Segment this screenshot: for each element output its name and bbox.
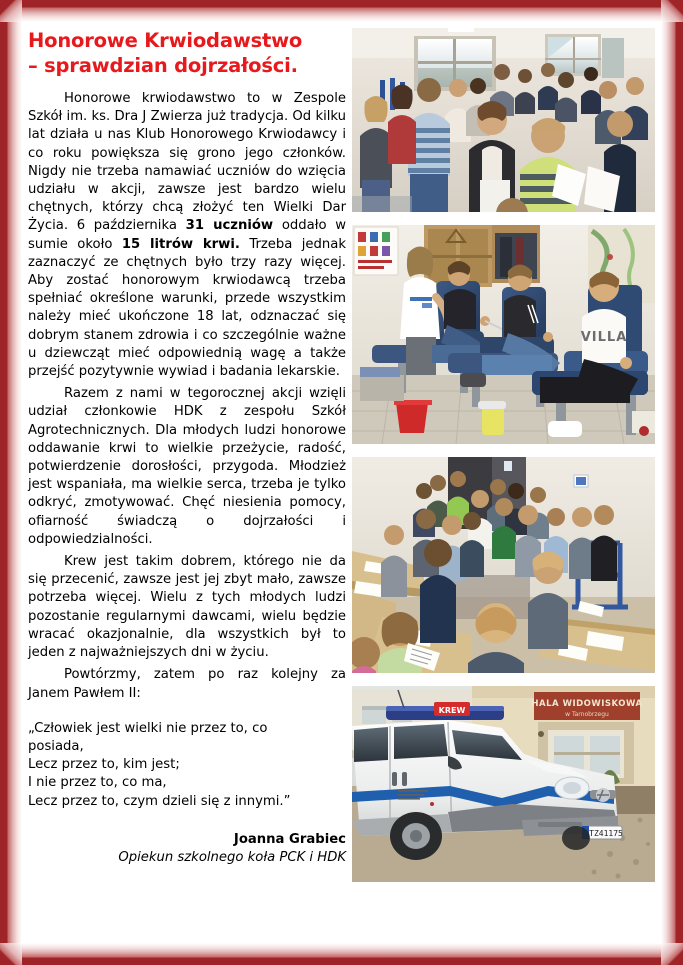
photo-4-blood-donation-van: [352, 686, 655, 882]
frame-border-right: [661, 0, 683, 965]
page-title-line-1: Honorowe Krwiodawstwo: [28, 29, 303, 52]
paragraph-4: Powtórzmy, zatem po raz kolejny za Janem Pawłem II:: [28, 667, 346, 701]
quote-line-5: Lecz przez to, czym dzieli się z innymi.”: [28, 793, 291, 809]
frame-border-bottom: [0, 943, 683, 965]
svg-text:w Tarnobrzegu: w Tarnobrzegu: [565, 711, 609, 718]
frame-corner-bottom-right: [661, 943, 683, 965]
photo-3-illustration: [352, 457, 655, 673]
frame-corner-top-left: [0, 0, 22, 22]
quote-line-2: posiada,: [28, 738, 84, 754]
page-title-line-2: – sprawdzian dojrzałości.: [28, 54, 298, 77]
svg-text:VILLA: VILLA: [580, 330, 628, 345]
signature-block: [28, 831, 346, 868]
paragraph-3: Krew jest takim dobrem, którego nie da się przecenić, zawsze jest jej zbyt mało, zawsze potrzeba więcej. Wielu z tych młodych ludzi pozostanie regularnymi dawcami, wielu będzie wracać okazjonalnie, dla wszystkich był to jeden z najważniejszych dni w życiu.: [28, 554, 346, 661]
frame-border-left: [0, 0, 22, 965]
frame-corner-top-right: [661, 0, 683, 22]
page-title: [28, 28, 346, 78]
article-text-column: [28, 28, 346, 868]
frame-corner-bottom-left: [0, 943, 22, 965]
svg-text:HALA WIDOWISKOWA: HALA WIDOWISKOWA: [531, 699, 643, 709]
photo-1-illustration: [352, 28, 655, 212]
quote-line-3: Lecz przez to, kim jest;: [28, 757, 180, 773]
photo-4-illustration: [352, 686, 655, 882]
paragraph-2: Razem z nami w tegorocznej akcji wzięli udział członkowie HDK z zespołu Szkół Agrotechnicznych. Dla młodych ludzi honorowe oddawanie krwi to wielkie przeżycie, radość, potwierdzenie dorosłości, przygoda. Młodzież jest wspaniała, ma wielkie serca, trzeba je tylko odkryć, zmotywować. Chęć niesienia pomocy, ofiarność świadczą o dojrzałości i odpowiedzialności.: [28, 386, 346, 547]
signature-name: Joanna Grabiec: [233, 831, 346, 847]
photo-column: [352, 28, 656, 882]
photo-1-hallway-crowd: [352, 28, 655, 212]
photo-2-illustration: [352, 225, 655, 444]
svg-text:KREW: KREW: [438, 706, 466, 715]
papal-quote: [28, 720, 346, 811]
quote-line-4: I nie przez to, co ma,: [28, 775, 167, 791]
quote-line-1: „Człowiek jest wielki nie przez to, co: [28, 720, 268, 736]
frame-border-top: [0, 0, 683, 22]
svg-text:TZ41175: TZ41175: [589, 829, 623, 838]
page-content: [22, 22, 661, 943]
photo-2-donation-chairs: [352, 225, 655, 444]
signature-role: Opiekun szkolnego koła PCK i HDK: [118, 850, 346, 866]
paragraph-1: Honorowe krwiodawstwo to w Zespole Szkół im. ks. Dra J Zwierza już tradycja. Od kilku lat działa u nas Klub Honorowego Krwiodawcy i co roku powiększa się grono jego członków. Nigdy nie trzeba namawiać uczniów do wzięcia udziału w akcji, zawsze jest bardzo wielu chętnych, którzy chcą złożyć ten Wielki Dar Życia. 6 października 31 uczniów oddało w sumie około 15 litrów krwi. Trzeba jednak zaznaczyć ze chętnych było trzy razy więcej. Aby zostać honorowym krwiodawcą trzeba spełniać określone warunki, przede wszystkim należy mieć ukończone 18 lat, odznaczać się dobrym stanem zdrowia i co szczególnie ważne u dziewcząt mieć odpowiednią wagę a także przejść pozytywnie wywiad i badania lekarskie.: [28, 91, 346, 380]
photo-3-students-forms: [352, 457, 655, 673]
article-body: [28, 90, 346, 703]
